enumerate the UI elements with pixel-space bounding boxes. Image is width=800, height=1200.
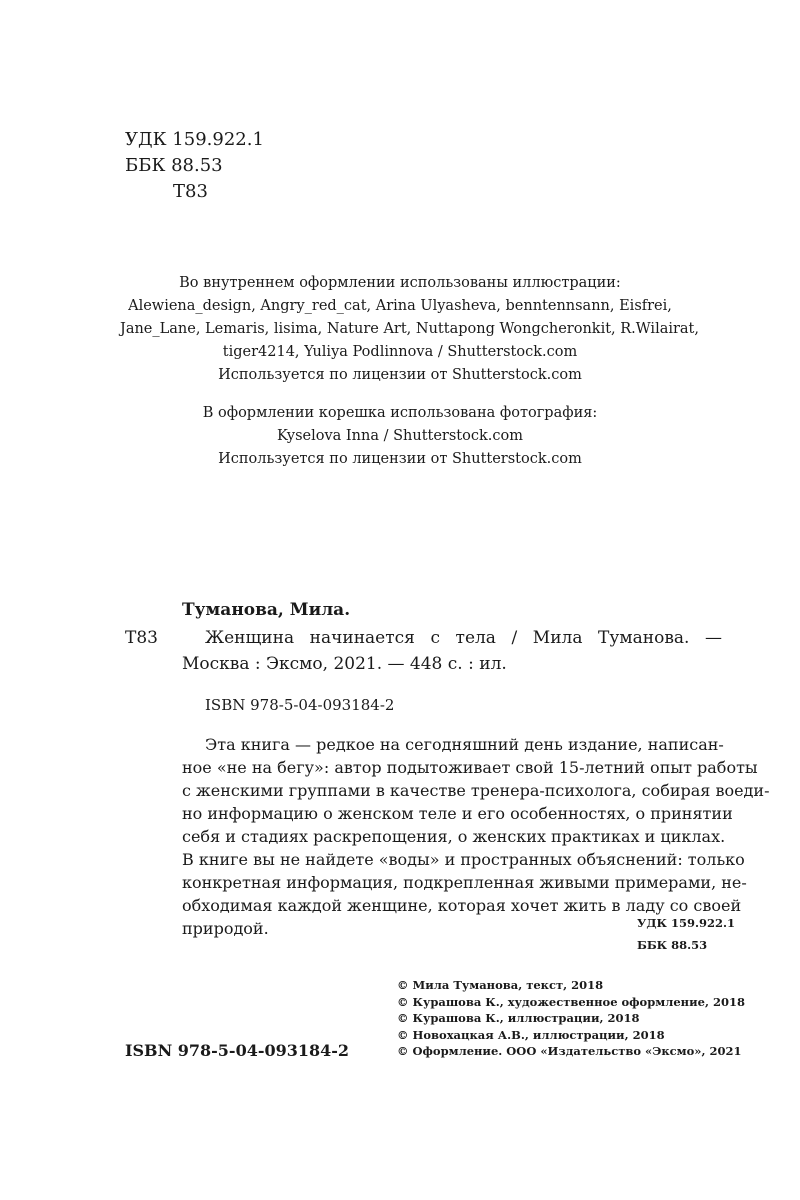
annotation-line: природой. <box>182 919 269 938</box>
copyright-line: © Курашова К., художественное оформление, 2018 <box>397 995 745 1009</box>
annotation-line: себя и стадиях раскрепощения, о женских практиках и циклах. <box>182 827 726 846</box>
record-isbn: ISBN 978-5-04-093184-2 <box>205 696 395 714</box>
annotation-line: ное «не на бегу»: автор подытоживает свой 15-летний опыт работы <box>182 758 758 777</box>
credit-line: В оформлении корешка использована фотография: <box>202 405 598 421</box>
credit-line: Alewiena_design, Angry_red_cat, Arina Ulyasheva, benntennsann, Eisfrei, <box>128 298 672 314</box>
credit-line: Jane_Lane, Lemaris, lisima, Nature Art, Nuttapong Wongcheronkit, R.Wilairat, <box>120 321 699 337</box>
record-author: Туманова, Мила. <box>182 600 351 620</box>
copyright-line: © Курашова К., иллюстрации, 2018 <box>397 1011 640 1025</box>
annotation-line: но информацию о женском теле и его особенностях, о принятии <box>182 804 733 823</box>
annotation-line: В книге вы не найдете «воды» и пространных объяснений: только <box>182 850 745 869</box>
udk-code: УДК 159.922.1 <box>125 129 264 150</box>
isbn-bottom: ISBN 978-5-04-093184-2 <box>125 1041 350 1060</box>
copyright-line: © Оформление. ООО «Издательство «Эксмо», 2021 <box>397 1044 742 1058</box>
record-title: Женщина начинается с тела / Мила Туманова. — <box>205 628 722 648</box>
bbk-code: ББК 88.53 <box>125 155 223 176</box>
record-mark: Т83 <box>125 628 158 648</box>
credit-line: Используется по лицензии от Shutterstock.com <box>218 451 582 467</box>
credit-line: tiger4214, Yuliya Podlinnova / Shutterstock.com <box>222 344 578 360</box>
interior-illustration-credits <box>120 272 699 387</box>
annotation-line: обходимая каждой женщине, которая хочет жить в ладу со своей <box>182 896 742 915</box>
annotation-line: конкретная информация, подкрепленная живыми примерами, не- <box>182 873 747 892</box>
record-imprint: Москва : Эксмо, 2021. — 448 с. : ил. <box>182 654 507 674</box>
credit-line: Во внутреннем оформлении использованы иллюстрации: <box>179 275 621 291</box>
copyright-line: © Новохацкая А.В., иллюстрации, 2018 <box>397 1028 665 1042</box>
author-mark: Т83 <box>173 181 208 202</box>
annotation-line: с женскими группами в качестве тренера-психолога, собирая воеди- <box>182 781 770 800</box>
credit-line: Используется по лицензии от Shutterstock.com <box>218 367 582 383</box>
credit-line: Kyselova Inna / Shutterstock.com <box>277 428 523 444</box>
record-bbk: ББК 88.53 <box>637 938 708 952</box>
copyright-line: © Мила Туманова, текст, 2018 <box>397 978 604 992</box>
spine-photo-credits <box>120 402 680 471</box>
annotation-line: Эта книга — редкое на сегодняшний день издание, написан- <box>205 735 724 754</box>
record-udk: УДК 159.922.1 <box>637 916 736 930</box>
